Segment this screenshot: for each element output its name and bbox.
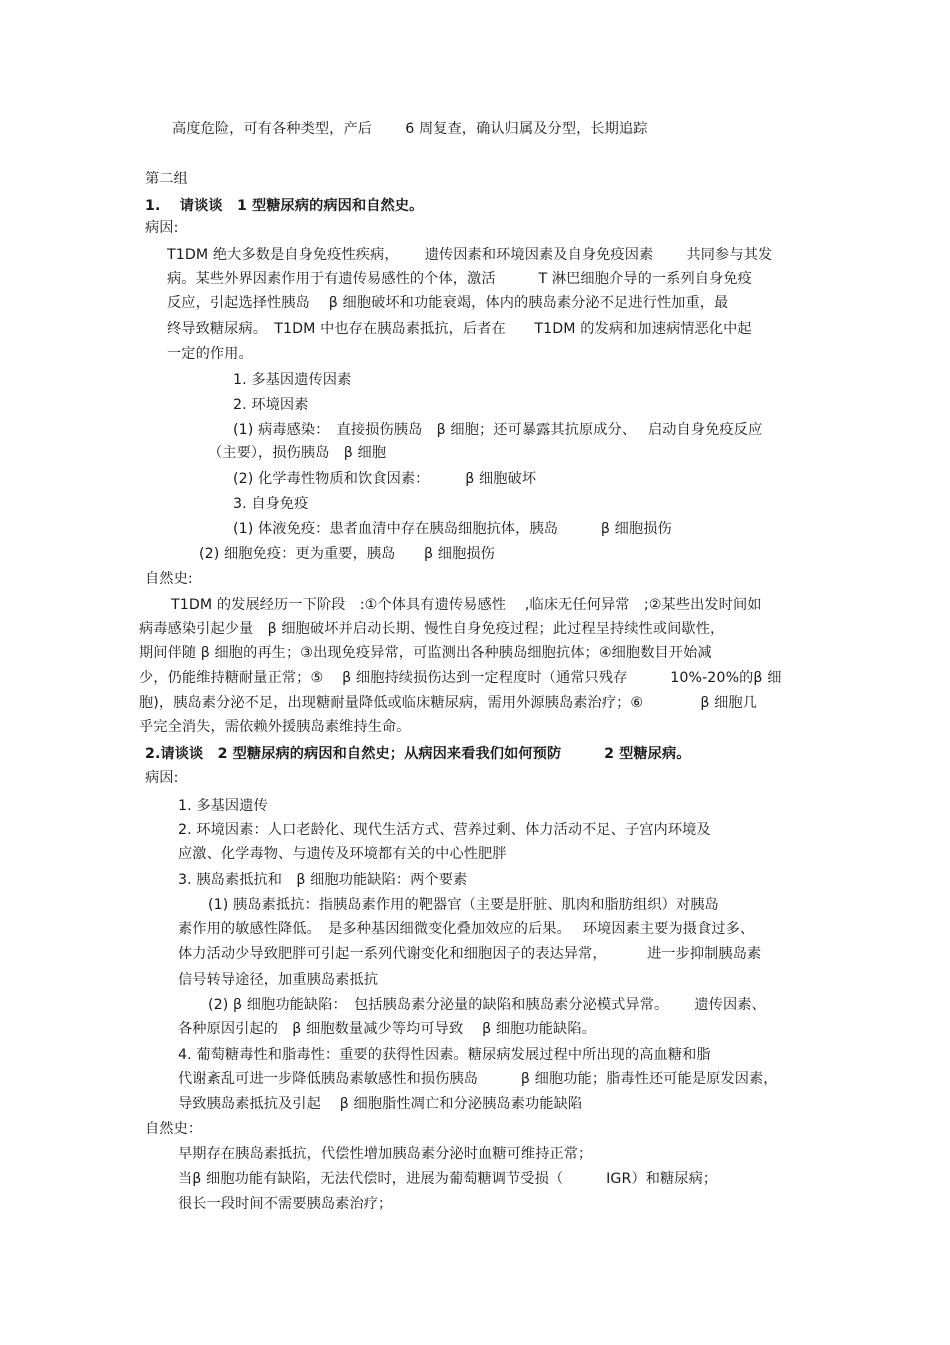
text-line: （主要），损伤胰岛 β 细胞 bbox=[208, 445, 387, 461]
text-line: 期间伴随 β 细胞的再生；③出现免疫异常，可监测出各种胰岛细胞抗体；④细胞数目开始减 bbox=[139, 645, 712, 661]
subheading: 自然史: bbox=[145, 571, 193, 587]
text-line: 导致胰岛素抵抗及引起 β 细胞脂性凋亡和分泌胰岛素功能缺陷 bbox=[178, 1096, 583, 1112]
text-line: 早期存在胰岛素抵抗，代偿性增加胰岛素分泌时血糖可维持正常； bbox=[178, 1146, 593, 1162]
text-line: 代谢紊乱可进一步降低胰岛素敏感性和损伤胰岛 β 细胞功能；脂毒性还可能是原发因素， bbox=[178, 1071, 778, 1087]
text-line: 应激、化学毒物、与遗传及环境都有关的中心性肥胖 bbox=[178, 846, 507, 862]
text-line: 体力活动少导致肥胖可引起一系列代谢变化和细胞因子的表达异常， 进一步抑制胰岛素 bbox=[178, 946, 762, 962]
subheading: 病因: bbox=[145, 770, 179, 786]
list-item: 1. 多基因遗传 bbox=[178, 798, 268, 814]
text-line: T1DM 绝大多数是自身免疫性疾病， 遗传因素和环境因素及自身免疫因素 共同参与其发 bbox=[167, 247, 773, 263]
text-line: 信号转导途径，加重胰岛素抵抗 bbox=[178, 972, 379, 988]
text-line: T1DM 的发展经历一下阶段 :①个体具有遗传易感性 ,临床无任何异常 ;②某些出发时间如 bbox=[171, 597, 762, 613]
text-line: 病。某些外界因素作用于有遗传易感性的个体，激活 T 淋巴细胞介导的一系列自身免疫 bbox=[167, 271, 752, 287]
list-item: (2) 细胞免疫：更为重要，胰岛 β 细胞损伤 bbox=[199, 546, 495, 562]
text-line: 少，仍能维持糖耐量正常；⑤ β 细胞持续损伤达到一定程度时（通常只残存 10%-20%的β 细 bbox=[139, 670, 782, 686]
list-item: (2) 化学毒性物质和饮食因素： β 细胞破坏 bbox=[233, 471, 537, 487]
text-line: 终导致糖尿病。 T1DM 中也存在胰岛素抵抗，后者在 T1DM 的发病和加速病情恶化中起 bbox=[167, 321, 752, 337]
text-line: 乎完全消失，需依赖外援胰岛素维持生命。 bbox=[139, 719, 411, 735]
text-line: 胞)，胰岛素分泌不足，出现糖耐量降低或临床糖尿病，需用外源胰岛素治疗；⑥ β 细胞几 bbox=[139, 695, 758, 711]
list-item: 2. 环境因素：人口老龄化、现代生活方式、营养过剩、体力活动不足、子宫内环境及 bbox=[178, 822, 711, 838]
list-item: (1) 胰岛素抵抗：指胰岛素作用的靶器官（主要是肝脏、肌肉和脂肪组织）对胰岛 bbox=[208, 897, 719, 913]
list-item: 1. 多基因遗传因素 bbox=[233, 372, 352, 388]
text-line: 反应，引起选择性胰岛 β 细胞破坏和功能衰竭，体内的胰岛素分泌不足进行性加重，最 bbox=[167, 295, 729, 311]
list-item: (2) β 细胞功能缺陷： 包括胰岛素分泌量的缺陷和胰岛素分泌模式异常。 遗传因素、 bbox=[208, 997, 766, 1013]
text-line: 高度危险，可有各种类型，产后 6 周复查，确认归属及分型，长期追踪 bbox=[172, 121, 648, 137]
subheading: 病因: bbox=[145, 220, 179, 236]
subheading: 自然史： bbox=[145, 1121, 203, 1137]
text-line: 各种原因引起的 β 细胞数量减少等均可导致 β 细胞功能缺陷。 bbox=[178, 1021, 596, 1037]
list-item: 3. 自身免疫 bbox=[233, 496, 309, 512]
list-item: 2. 环境因素 bbox=[233, 397, 309, 413]
question-heading: 2.请谈谈 2 型糖尿病的病因和自然史；从病因来看我们如何预防 2 型糖尿病。 bbox=[145, 746, 691, 762]
list-item: 3. 胰岛素抵抗和 β 细胞功能缺陷：两个要素 bbox=[178, 872, 468, 888]
text-line: 一定的作用。 bbox=[167, 346, 253, 362]
text-line: 素作用的敏感性降低。 是多种基因细微变化叠加效应的后果。 环境因素主要为摄食过多、 bbox=[178, 921, 755, 937]
text-line: 很长一段时间不需要胰岛素治疗； bbox=[178, 1196, 393, 1212]
list-item: (1) 体液免疫：患者血清中存在胰岛细胞抗体，胰岛 β 细胞损伤 bbox=[233, 521, 672, 537]
section-heading: 第二组 bbox=[145, 171, 188, 187]
list-item: (1) 病毒感染： 直接损伤胰岛 β 细胞；还可暴露其抗原成分、 启动自身免疫反应 bbox=[233, 422, 763, 438]
list-item: 4. 葡萄糖毒性和脂毒性：重要的获得性因素。糖尿病发展过程中所出现的高血糖和脂 bbox=[178, 1047, 711, 1063]
question-heading: 1. 请谈谈 1 型糖尿病的病因和自然史。 bbox=[145, 198, 424, 214]
text-line: 病毒感染引起少量 β 细胞破坏并启动长期、慢性自身免疫过程；此过程呈持续性或间歇性， bbox=[139, 621, 725, 637]
text-line: 当β 细胞功能有缺陷，无法代偿时，进展为葡萄糖调节受损（ IGR）和糖尿病； bbox=[178, 1171, 718, 1187]
